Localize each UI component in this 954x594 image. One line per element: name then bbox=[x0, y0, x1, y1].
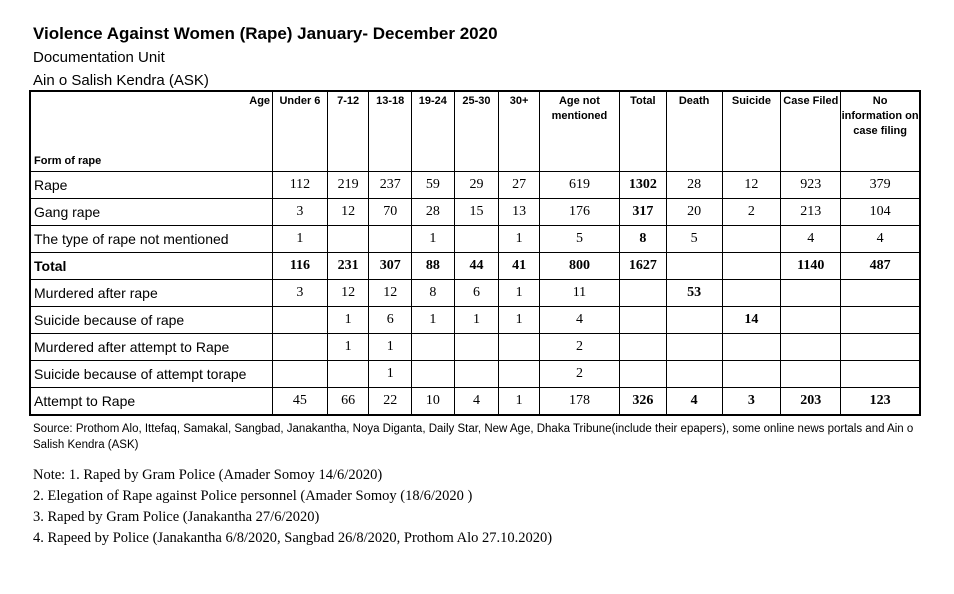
table-cell: 2 bbox=[539, 334, 619, 361]
table-cell: 487 bbox=[841, 253, 920, 280]
table-cell: 203 bbox=[781, 388, 841, 416]
table-cell bbox=[781, 307, 841, 334]
row-label: The type of rape not mentioned bbox=[30, 226, 273, 253]
column-header: No information on case filing bbox=[841, 91, 920, 172]
source-note: Source: Prothom Alo, Ittefaq, Samakal, Sangbad, Janakantha, Noya Diganta, Daily Star, New Age, Dhaka Tribune(include their epapers), some online news portals and Ain o Salish Kendra (ASK) bbox=[33, 423, 914, 451]
column-header: 13-18 bbox=[369, 91, 412, 172]
table-cell: 231 bbox=[327, 253, 369, 280]
table-cell bbox=[722, 226, 781, 253]
table-cell: 66 bbox=[327, 388, 369, 416]
table-cell bbox=[781, 280, 841, 307]
column-header: Death bbox=[666, 91, 722, 172]
column-header: 19-24 bbox=[412, 91, 455, 172]
table-row bbox=[30, 172, 920, 199]
table-cell: 3 bbox=[722, 388, 781, 416]
table-cell bbox=[620, 334, 667, 361]
table-cell: 28 bbox=[412, 199, 455, 226]
table-cell bbox=[722, 361, 781, 388]
row-label: Rape bbox=[30, 172, 273, 199]
column-header: Age not mentioned bbox=[539, 91, 619, 172]
notes-list bbox=[33, 465, 552, 549]
table-cell: 3 bbox=[273, 199, 328, 226]
column-header: 30+ bbox=[499, 91, 540, 172]
table-cell bbox=[499, 361, 540, 388]
table-cell bbox=[454, 361, 499, 388]
table-cell: 237 bbox=[369, 172, 412, 199]
table-cell: 44 bbox=[454, 253, 499, 280]
column-header: Under 6 bbox=[273, 91, 328, 172]
page-title: Violence Against Women (Rape) January- December 2020 bbox=[33, 24, 498, 43]
corner-header-cell bbox=[30, 91, 273, 172]
table-cell bbox=[620, 280, 667, 307]
column-header: Case Filed bbox=[781, 91, 841, 172]
table-row bbox=[30, 253, 920, 280]
table-cell: 1 bbox=[499, 226, 540, 253]
row-label: Murdered after rape bbox=[30, 280, 273, 307]
column-header: Total bbox=[620, 91, 667, 172]
organization-label: Ain o Salish Kendra (ASK) bbox=[33, 72, 209, 89]
column-header: 25-30 bbox=[454, 91, 499, 172]
row-label: Gang rape bbox=[30, 199, 273, 226]
table-cell: 326 bbox=[620, 388, 667, 416]
table-header-row bbox=[30, 91, 920, 172]
age-header-label: Age bbox=[249, 95, 271, 107]
table-cell: 1 bbox=[499, 388, 540, 416]
table-cell bbox=[273, 307, 328, 334]
table-cell bbox=[620, 361, 667, 388]
row-label: Total bbox=[30, 253, 273, 280]
table-row bbox=[30, 361, 920, 388]
table-cell: 317 bbox=[620, 199, 667, 226]
table-cell: 123 bbox=[841, 388, 920, 416]
table-cell: 2 bbox=[539, 361, 619, 388]
table-row bbox=[30, 280, 920, 307]
table-cell: 2 bbox=[722, 199, 781, 226]
table-cell bbox=[841, 280, 920, 307]
row-label: Suicide because of attempt torape bbox=[30, 361, 273, 388]
table-cell: 112 bbox=[273, 172, 328, 199]
table-cell: 53 bbox=[666, 280, 722, 307]
table-cell: 15 bbox=[454, 199, 499, 226]
table-cell: 1 bbox=[273, 226, 328, 253]
table-cell: 11 bbox=[539, 280, 619, 307]
table-cell: 1 bbox=[412, 226, 455, 253]
table-cell bbox=[454, 334, 499, 361]
row-label: Suicide because of rape bbox=[30, 307, 273, 334]
table-cell bbox=[841, 307, 920, 334]
table-cell: 13 bbox=[499, 199, 540, 226]
table-cell bbox=[273, 361, 328, 388]
table-cell bbox=[273, 334, 328, 361]
table-cell: 6 bbox=[369, 307, 412, 334]
table-cell bbox=[499, 334, 540, 361]
table-cell: 1 bbox=[499, 280, 540, 307]
table-cell: 29 bbox=[454, 172, 499, 199]
table-cell: 20 bbox=[666, 199, 722, 226]
table-cell: 3 bbox=[273, 280, 328, 307]
table-cell: 27 bbox=[499, 172, 540, 199]
table-cell bbox=[781, 361, 841, 388]
table-cell: 8 bbox=[620, 226, 667, 253]
table-cell: 104 bbox=[841, 199, 920, 226]
table-cell: 1 bbox=[454, 307, 499, 334]
table-cell bbox=[722, 280, 781, 307]
table-cell bbox=[327, 226, 369, 253]
table-cell: 619 bbox=[539, 172, 619, 199]
table-cell: 1302 bbox=[620, 172, 667, 199]
table-cell: 800 bbox=[539, 253, 619, 280]
table-cell bbox=[666, 361, 722, 388]
table-cell: 4 bbox=[539, 307, 619, 334]
table-cell: 5 bbox=[539, 226, 619, 253]
table-cell bbox=[369, 226, 412, 253]
table-cell: 8 bbox=[412, 280, 455, 307]
row-label: Attempt to Rape bbox=[30, 388, 273, 416]
table-cell bbox=[781, 334, 841, 361]
table-cell: 45 bbox=[273, 388, 328, 416]
table-cell bbox=[620, 307, 667, 334]
table-cell bbox=[327, 361, 369, 388]
table-cell bbox=[666, 307, 722, 334]
table-cell: 1 bbox=[369, 361, 412, 388]
table-cell: 12 bbox=[722, 172, 781, 199]
table-cell: 59 bbox=[412, 172, 455, 199]
table-cell: 5 bbox=[666, 226, 722, 253]
table-cell: 12 bbox=[327, 280, 369, 307]
table-cell: 379 bbox=[841, 172, 920, 199]
table-cell: 923 bbox=[781, 172, 841, 199]
table-cell bbox=[841, 334, 920, 361]
table-row bbox=[30, 334, 920, 361]
table-cell: 70 bbox=[369, 199, 412, 226]
rape-statistics-table bbox=[29, 90, 921, 416]
table-cell: 116 bbox=[273, 253, 328, 280]
table-cell: 41 bbox=[499, 253, 540, 280]
table-cell: 1 bbox=[369, 334, 412, 361]
note-item: 3. Raped by Gram Police (Janakantha 27/6/2020) bbox=[33, 509, 320, 525]
table-cell: 176 bbox=[539, 199, 619, 226]
table-cell bbox=[666, 334, 722, 361]
table-cell: 4 bbox=[841, 226, 920, 253]
column-header: 7-12 bbox=[327, 91, 369, 172]
row-label: Murdered after attempt to Rape bbox=[30, 334, 273, 361]
table-row bbox=[30, 388, 920, 416]
table-cell: 10 bbox=[412, 388, 455, 416]
table-cell: 213 bbox=[781, 199, 841, 226]
table-cell: 4 bbox=[781, 226, 841, 253]
documentation-unit-label: Documentation Unit bbox=[33, 49, 165, 66]
table-cell bbox=[412, 361, 455, 388]
table-row bbox=[30, 307, 920, 334]
table-cell: 1627 bbox=[620, 253, 667, 280]
table-cell: 12 bbox=[327, 199, 369, 226]
table-cell: 1 bbox=[327, 334, 369, 361]
table-cell bbox=[841, 361, 920, 388]
table-cell: 1 bbox=[412, 307, 455, 334]
note-item: 4. Rapeed by Police (Janakantha 6/8/2020, Sangbad 26/8/2020, Prothom Alo 27.10.2020) bbox=[33, 530, 553, 546]
table-cell: 307 bbox=[369, 253, 412, 280]
table-cell bbox=[666, 253, 722, 280]
note-item: Note: 1. Raped by Gram Police (Amader Somoy 14/6/2020) bbox=[33, 467, 383, 483]
note-item: 2. Elegation of Rape against Police personnel (Amader Somoy (18/6/2020 ) bbox=[33, 488, 473, 504]
column-header: Suicide bbox=[722, 91, 781, 172]
table-cell: 12 bbox=[369, 280, 412, 307]
table-cell: 1 bbox=[327, 307, 369, 334]
table-cell: 22 bbox=[369, 388, 412, 416]
form-of-rape-header-label: Form of rape bbox=[34, 155, 102, 167]
table-cell: 28 bbox=[666, 172, 722, 199]
table-cell: 4 bbox=[666, 388, 722, 416]
table-cell: 1140 bbox=[781, 253, 841, 280]
table-cell: 219 bbox=[327, 172, 369, 199]
table-cell bbox=[412, 334, 455, 361]
table-cell: 88 bbox=[412, 253, 455, 280]
table-cell: 178 bbox=[539, 388, 619, 416]
table-cell: 6 bbox=[454, 280, 499, 307]
table-row bbox=[30, 226, 920, 253]
table-cell: 4 bbox=[454, 388, 499, 416]
table-row bbox=[30, 199, 920, 226]
table-cell bbox=[454, 226, 499, 253]
table-cell bbox=[722, 334, 781, 361]
table-cell bbox=[722, 253, 781, 280]
table-cell: 14 bbox=[722, 307, 781, 334]
table-cell: 1 bbox=[499, 307, 540, 334]
